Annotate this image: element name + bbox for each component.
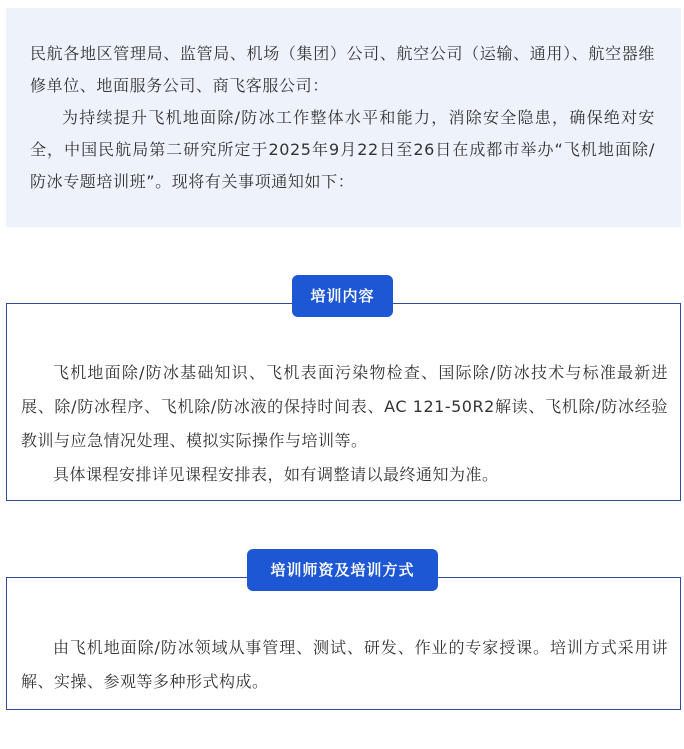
section-training-content: [6, 303, 681, 501]
section-paragraph: 由飞机地面除/防冰领域从事管理、测试、研发、作业的专家授课。培训方式采用讲解、实操、参观等多种形式构成。: [21, 638, 668, 691]
section-paragraph: 具体课程安排详见课程安排表，如有调整请以最终通知为准。: [53, 465, 499, 484]
section-title-badge: 培训师资及培训方式: [247, 549, 438, 591]
section-paragraph: 飞机地面除/防冰基础知识、飞机表面污染物检查、国际除/防冰技术与标准最新进展、除/防冰程序、飞机除/防冰液的保持时间表、AC 121-50R2解读、飞机除/防冰经验教训与应急情况处理、模拟实际操作与培训等。: [21, 363, 668, 450]
section-instructors-method: [6, 577, 681, 710]
intro-body-text: 为持续提升飞机地面除/防冰工作整体水平和能力，消除安全隐患，确保绝对安全，中国民航局第二研究所定于2025年9月22日至26日在成都市举办“飞机地面除/防冰专题培训班”。现将有关事项通知如下：: [30, 108, 655, 191]
intro-panel: [6, 8, 681, 227]
addressee-text: 民航各地区管理局、监管局、机场（集团）公司、航空公司（运输、通用）、航空器维修单位、地面服务公司、商飞客服公司：: [30, 44, 655, 95]
section-title-badge: 培训内容: [292, 275, 393, 317]
